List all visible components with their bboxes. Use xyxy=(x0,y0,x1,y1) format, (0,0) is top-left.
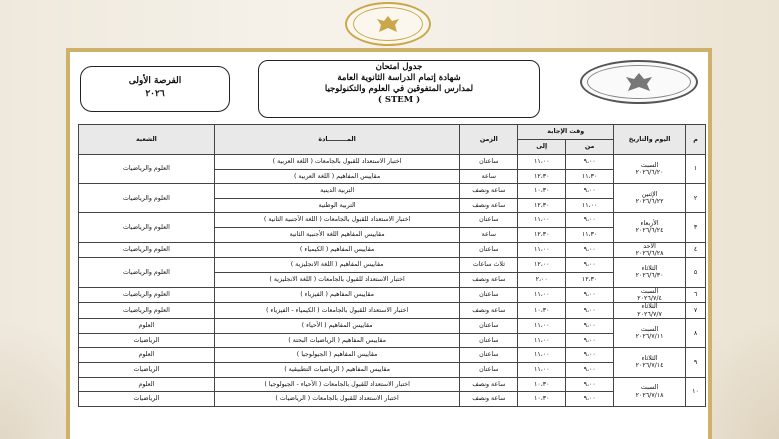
row-to: ١٢،٠٠ xyxy=(518,258,566,273)
row-to: ١٠،٣٠ xyxy=(518,184,566,199)
row-track: العلوم والرياضيات xyxy=(79,287,215,303)
exam-round-box xyxy=(80,66,230,112)
row-subject: مقاييس المفاهيم ( الرياضيات التطبيقية ) xyxy=(214,362,460,377)
header-duration: الزمن xyxy=(460,125,518,155)
seal-emblem-icon xyxy=(619,70,659,94)
row-track: الرياضيات xyxy=(79,333,215,348)
row-duration: ساعة ونصف xyxy=(460,272,518,287)
row-duration: ساعة ونصف xyxy=(460,303,518,319)
row-from: ٩،٠٠ xyxy=(566,333,614,348)
row-duration: ساعتان xyxy=(460,242,518,258)
row-duration: ساعتان xyxy=(460,213,518,228)
table-row xyxy=(79,155,706,170)
eagle-emblem-icon xyxy=(373,13,403,35)
row-day: السبت xyxy=(640,161,659,169)
row-duration: ساعتان xyxy=(460,333,518,348)
title-line-1: جدول امتحان xyxy=(375,62,423,72)
row-from: ٩،٠٠ xyxy=(566,258,614,273)
row-from: ٩،٠٠ xyxy=(566,303,614,319)
exam-schedule-sheet xyxy=(66,48,712,439)
row-track: العلوم xyxy=(79,348,215,363)
row-subject: مقاييس المفاهيم ( الأحياء ) xyxy=(214,319,460,334)
row-subject: مقاييس المفاهيم ( اللغة الانجليزية ) xyxy=(214,258,460,273)
table-row xyxy=(79,287,706,303)
row-day-date xyxy=(614,184,686,213)
row-to: ٢،٠٠ xyxy=(518,272,566,287)
row-date: ٢٠٢٦/٦/٢٢ xyxy=(635,198,664,206)
row-to: ١١،٠٠ xyxy=(518,319,566,334)
row-from: ٩،٠٠ xyxy=(566,392,614,407)
row-subject: مقاييس المفاهيم ( اللغة العربية ) xyxy=(214,169,460,184)
row-day-date xyxy=(614,348,686,377)
row-day-date xyxy=(614,377,686,406)
row-date: ٢٠٢٦/٧/٤ xyxy=(637,294,662,302)
row-num: ١٠ xyxy=(686,377,706,406)
row-from: ١٢،٣٠ xyxy=(566,272,614,287)
row-from: ٩،٠٠ xyxy=(566,155,614,170)
row-to: ١١،٠٠ xyxy=(518,242,566,258)
table-row xyxy=(79,319,706,334)
row-day-date xyxy=(614,155,686,184)
row-subject: اختبار الاستعداد للقبول بالجامعات ( اللغة العربية ) xyxy=(214,155,460,170)
row-duration: ثلاث ساعات xyxy=(460,258,518,273)
row-to: ١٢،٣٠ xyxy=(518,169,566,184)
row-subject: التربية الوطنية xyxy=(214,198,460,213)
table-row xyxy=(79,362,706,377)
table-row xyxy=(79,303,706,319)
row-duration: ساعة ونصف xyxy=(460,392,518,407)
table-row xyxy=(79,377,706,392)
row-num: ٧ xyxy=(686,303,706,319)
row-to: ١٠،٣٠ xyxy=(518,303,566,319)
row-num: ٦ xyxy=(686,287,706,303)
row-subject: اختبار الاستعداد للقبول بالجامعات ( اللغة الأجنبية الثانية ) xyxy=(214,213,460,228)
row-num: ٣ xyxy=(686,213,706,242)
row-subject: مقاييس المفاهيم اللغة الأجنبية الثانية xyxy=(214,227,460,242)
table-row xyxy=(79,184,706,199)
row-from: ٩،٠٠ xyxy=(566,362,614,377)
row-to: ١١،٠٠ xyxy=(518,213,566,228)
row-num: ٢ xyxy=(686,184,706,213)
row-duration: ساعة ونصف xyxy=(460,198,518,213)
table-row xyxy=(79,213,706,228)
row-track: العلوم xyxy=(79,319,215,334)
row-to: ١٢،٣٠ xyxy=(518,198,566,213)
row-num: ٩ xyxy=(686,348,706,377)
row-day: السبت xyxy=(640,325,659,333)
row-duration: ساعة ونصف xyxy=(460,377,518,392)
row-day-date xyxy=(614,319,686,348)
round-label: الفرصة الأولى xyxy=(128,76,182,86)
row-from: ١١،٠٠ xyxy=(566,198,614,213)
title-line-3: لمدارس المتفوقين في العلوم والتكنولوجيا xyxy=(324,84,474,94)
title-line-2: شهادة إتمام الدراسة الثانوية العامة xyxy=(337,73,461,83)
row-subject: مقاييس المفاهيم ( الفيزياء ) xyxy=(214,287,460,303)
row-from: ٩،٠٠ xyxy=(566,242,614,258)
row-subject: اختبار الاستعداد للقبول بالجامعات ( الأحياء - الجيولوجيا ) xyxy=(214,377,460,392)
row-date: ٢٠٢٦/٧/١٨ xyxy=(635,391,664,399)
row-subject: التربية الدينية xyxy=(214,184,460,199)
row-from: ٩،٠٠ xyxy=(566,184,614,199)
row-track: العلوم والرياضيات xyxy=(79,155,215,184)
row-subject: اختبار الاستعداد للقبول بالجامعات ( الرياضيات ) xyxy=(214,392,460,407)
row-from: ٩،٠٠ xyxy=(566,287,614,303)
row-duration: ساعتان xyxy=(460,362,518,377)
row-day: الإثنين xyxy=(641,190,658,198)
title-line-4: ( STEM ) xyxy=(377,95,421,105)
row-to: ١٠،٣٠ xyxy=(518,392,566,407)
ministry-logo-top xyxy=(345,2,431,46)
row-day: السبت xyxy=(640,287,659,295)
row-track: العلوم والرياضيات xyxy=(79,184,215,213)
row-subject: اختبار الاستعداد للقبول بالجامعات ( الكيمياء - الفيزياء ) xyxy=(214,303,460,319)
row-day: الأربعاء xyxy=(640,220,659,228)
row-duration: ساعة xyxy=(460,227,518,242)
row-duration: ساعة xyxy=(460,169,518,184)
row-duration: ساعتان xyxy=(460,348,518,363)
row-to: ١٢،٣٠ xyxy=(518,227,566,242)
exam-title-box xyxy=(258,60,540,118)
ministry-seal xyxy=(580,60,698,104)
header-to: إلى xyxy=(518,140,566,155)
row-to: ١١،٠٠ xyxy=(518,155,566,170)
row-num: ١ xyxy=(686,155,706,184)
sheet-header xyxy=(70,52,708,126)
table-header-row xyxy=(79,125,706,140)
row-num: ٨ xyxy=(686,319,706,348)
row-from: ٩،٠٠ xyxy=(566,348,614,363)
row-from: ٩،٠٠ xyxy=(566,319,614,334)
row-duration: ساعة ونصف xyxy=(460,184,518,199)
header-from: من xyxy=(566,140,614,155)
row-num: ٤ xyxy=(686,242,706,258)
row-num: ٥ xyxy=(686,258,706,287)
row-subject: اختبار الاستعداد للقبول بالجامعات ( اللغة الانجليزية ) xyxy=(214,272,460,287)
row-track: العلوم والرياضيات xyxy=(79,213,215,242)
row-day: الثلاثاء xyxy=(641,303,658,311)
row-day-date xyxy=(614,287,686,303)
table-row xyxy=(79,258,706,273)
header-num: م xyxy=(686,125,706,155)
round-year: ٢٠٢٦ xyxy=(145,89,165,99)
row-day-date xyxy=(614,303,686,319)
row-to: ١١،٠٠ xyxy=(518,333,566,348)
row-track: العلوم والرياضيات xyxy=(79,242,215,258)
row-day: السبت xyxy=(640,384,659,392)
row-date: ٢٠٢٦/٦/٣٠ xyxy=(635,272,664,280)
row-day: الثلاثاء xyxy=(641,265,658,273)
table-row xyxy=(79,348,706,363)
header-subject: المـــــــــادة xyxy=(214,125,460,155)
ministry-logo-ring xyxy=(353,7,423,41)
row-from: ١١،٣٠ xyxy=(566,227,614,242)
row-subject: مقاييس المفاهيم ( الكيمياء ) xyxy=(214,242,460,258)
row-date: ٢٠٢٦/٧/١١ xyxy=(635,333,664,341)
row-day: الأحد xyxy=(643,242,656,250)
row-duration: ساعتان xyxy=(460,155,518,170)
row-from: ٩،٠٠ xyxy=(566,377,614,392)
row-track: العلوم xyxy=(79,377,215,392)
row-from: ٩،٠٠ xyxy=(566,213,614,228)
row-track: العلوم والرياضيات xyxy=(79,303,215,319)
row-duration: ساعتان xyxy=(460,287,518,303)
table-row xyxy=(79,242,706,258)
row-to: ١١،٠٠ xyxy=(518,362,566,377)
row-track: العلوم والرياضيات xyxy=(79,258,215,287)
row-day-date xyxy=(614,213,686,242)
exam-schedule-table xyxy=(78,124,706,407)
row-day-date xyxy=(614,242,686,258)
table-row xyxy=(79,392,706,407)
row-track: الرياضيات xyxy=(79,392,215,407)
row-date: ٢٠٢٦/٦/٢٠ xyxy=(635,169,664,177)
row-to: ١١،٠٠ xyxy=(518,348,566,363)
row-duration: ساعتان xyxy=(460,319,518,334)
header-track: الشعبة xyxy=(79,125,215,155)
row-to: ١١،٠٠ xyxy=(518,287,566,303)
row-track: الرياضيات xyxy=(79,362,215,377)
ministry-seal-ring xyxy=(587,65,691,99)
table-row xyxy=(79,333,706,348)
row-day: الثلاثاء xyxy=(641,355,658,363)
row-date: ٢٠٢٦/٦/٢٤ xyxy=(635,227,664,235)
row-from: ١١،٣٠ xyxy=(566,169,614,184)
row-date: ٢٠٢٦/٧/٧ xyxy=(637,310,662,318)
row-subject: مقاييس المفاهيم ( الجيولوجيا ) xyxy=(214,348,460,363)
row-day-date xyxy=(614,258,686,287)
row-date: ٢٠٢٦/٦/٢٨ xyxy=(635,249,664,257)
row-to: ١٠،٣٠ xyxy=(518,377,566,392)
header-answer-time: وقت الإجابة xyxy=(518,125,614,140)
row-date: ٢٠٢٦/٧/١٤ xyxy=(635,362,664,370)
header-day-date: اليوم والتاريخ xyxy=(614,125,686,155)
row-subject: مقاييس المفاهيم ( الرياضيات البحتة ) xyxy=(214,333,460,348)
